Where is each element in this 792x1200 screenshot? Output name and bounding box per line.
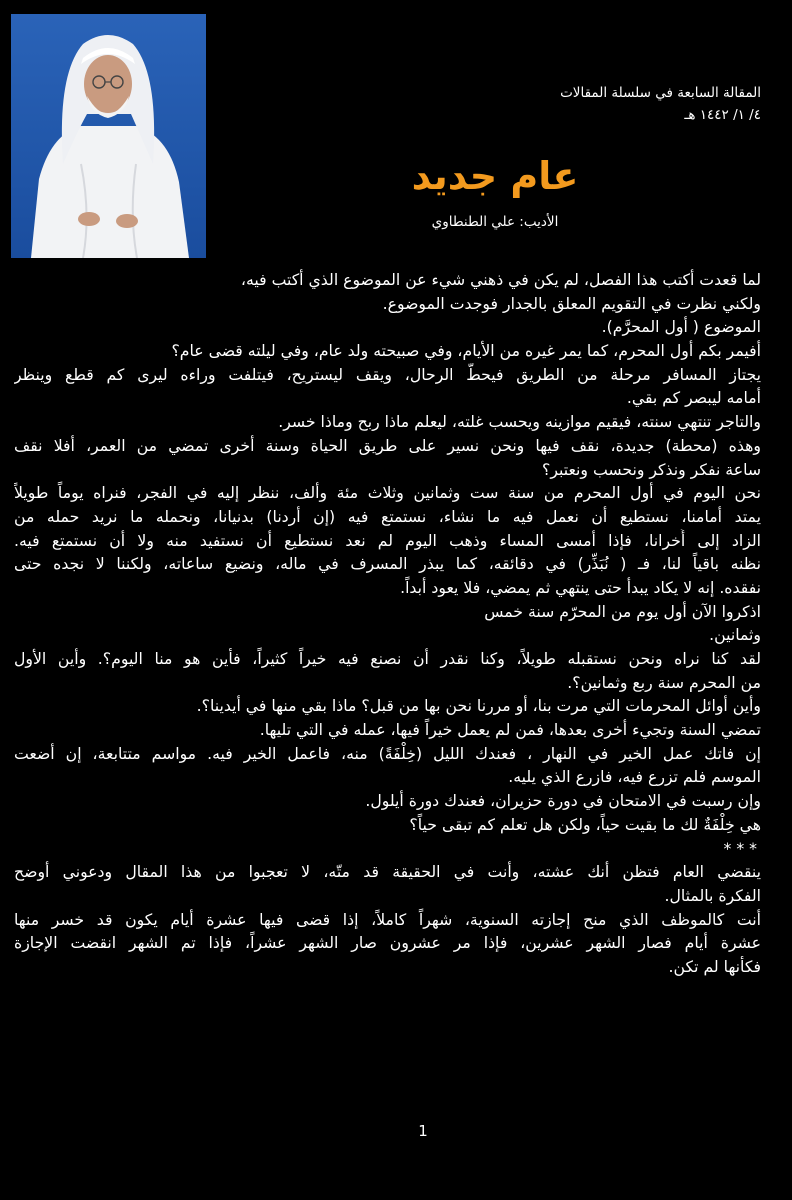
body-line: أنت كالموظف الذي منح إجازته السنوية، شهراً كاملاً، إذا قضى فيها عشرة أيام يكون قد خسر منها [14, 909, 761, 929]
body-line: الزاد إلى أُخرانا، فإذا أمسى المساء وذهب اليوم لم نعد نستطيع أن نستفيد منه ولا أن نستمتع فيه. [14, 530, 761, 550]
body-line: عشرة أيام فصار الشهر عشرين، فإذا مر عشرون صار الشهر عشراً، فإذا تم الشهر انقضت الإجازة [14, 933, 761, 953]
body-line: تمضي السنة وتجيء أخرى بعدها، فمن لم يعمل خيراً فيها، عمله في التي تليها. [259, 720, 761, 740]
body-line: وأين أوائل المحرمات التي مرت بنا، أو مررنا نحن بها من قبل؟ ماذا بقي منها في أيدينا؟. [196, 696, 761, 716]
body-line: ينقضي العام فتظن أنك عشته، وأنت في الحقيقة قد متّه، لا تعجبوا من هذا المقال ودعوني أوضح [14, 862, 761, 882]
body-line: أفيمر بكم أول المحرم، كما يمر غيره من الأيام، وفي صبيحته ولد عام، وفي ليلته قضى عام؟ [171, 341, 761, 361]
body-line: لقد كنا نراه ونحن نستقبله طويلاً، وكنا نقدر أن نصنع فيه خيراً كثيراً، فأين هو منا اليوم؟. وأين الأول [14, 649, 761, 668]
body-line: نظنه باقياً لنا، فـ ( نُبَذِّر) في دقائقه، كما يبذر المسرف في ماله، ونضيع ساعاته، ولكننا لا نجده حتى [14, 554, 761, 574]
body-line: ساعة نفكر ونذكر ونحسب ونعتبر؟ [542, 459, 761, 479]
article-title: عام جديد [411, 154, 579, 198]
article-body [14, 268, 761, 979]
section-separator: * * * [723, 838, 757, 858]
author-photo [11, 14, 206, 258]
body-line: لما قعدت أكتب هذا الفصل، لم يكن في ذهني شيء عن الموضوع الذي أكتب فيه، [240, 270, 761, 289]
body-line: نفقده. إنه لا يكاد يبدأ حتى ينتهي ثم يمضي، فلا يعود أبداً. [400, 577, 761, 597]
series-note: المقالة السابعة في سلسلة المقالات [560, 85, 761, 101]
page-number: 1 [418, 1122, 428, 1140]
body-line: يمتد أمامنا، نستطيع أن نعمل فيه ما نشاء، نستمتع فيه (إن أردنا) بدنيانا، ونحمله ما نريد حمله من [14, 506, 761, 526]
body-line: إن فاتك عمل الخير في النهار ، فعندك الليل (خِلْفَةً) منه، فاعمل الخير فيه. مواسم متتابعة، إن أضعت [14, 743, 761, 763]
body-line: وهذه (محطة) جديدة، نقف فيها ونحن نسير على طريق الحياة وسنة أخرى تمضي من العمر، أفلا نقف [14, 435, 761, 455]
body-line: نحن اليوم في أول المحرم من سنة ست وثمانين وثلاث مئة وألف، ننظر إليه في الفجر، فنراه يوماً طويلاً [14, 483, 761, 503]
body-line: يجتاز المسافر مرحلة من الطريق فيحطّ الرحال، ويقف ليستريح، فيتلفت وراءه ليرى كم قطع وينظر [14, 364, 761, 384]
body-line: هي خِلْفَةٌ لك ما بقيت حياً، ولكن هل تعلم كم تبقى حياً؟ [409, 814, 761, 834]
body-line: الموسم فلم تزرع فيه، فازرع الذي يليه. [508, 767, 761, 787]
body-line: والتاجر تنتهي سنته، فيقيم موازينه ويحسب غلته، ليعلم ماذا ربح وماذا خسر. [278, 412, 761, 432]
body-line: ولكني نظرت في التقويم المعلق بالجدار فوجدت الموضوع. [382, 293, 761, 313]
body-line: اذكروا الآن أول يوم من المحرّم سنة خمس [484, 601, 761, 621]
body-line: وإن رسبت في الامتحان في دورة حزيران، فعندك دورة أيلول. [365, 791, 761, 811]
body-line: الموضوع ( أول المحرَّم). [601, 317, 761, 337]
body-line: فكأنها لم تكن. [668, 956, 761, 976]
body-line: وثمانين. [709, 625, 761, 645]
article-date: ٤/ ١/ ١٤٤٢ هـ [684, 107, 761, 123]
body-line: الفكرة بالمثال. [664, 885, 761, 905]
body-line: أمامه ليبصر كم بقي. [626, 388, 761, 408]
article-author: الأديب: علي الطنطاوي [431, 214, 559, 230]
body-line: من المحرم سنة ربع وثمانين؟. [567, 672, 761, 692]
